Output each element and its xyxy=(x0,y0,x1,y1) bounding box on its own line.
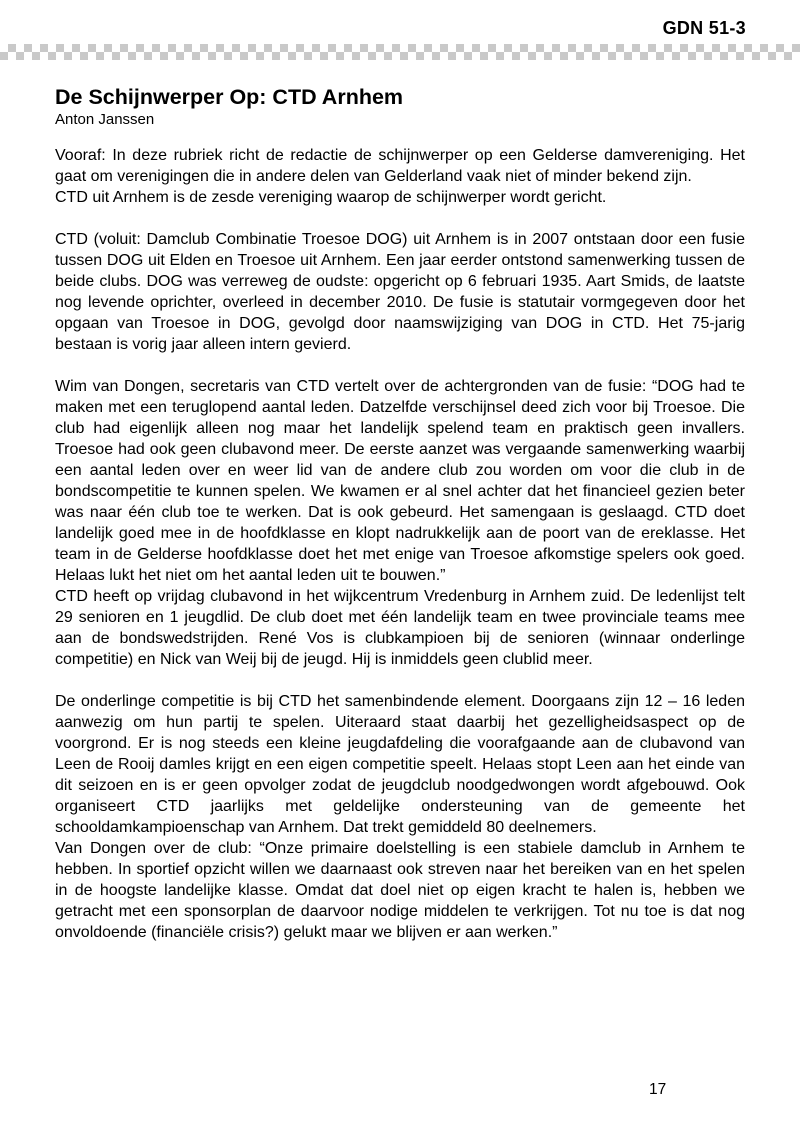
paragraph: Wim van Dongen, secretaris van CTD vertelt over de achtergronden van de fusie: “DOG had te maken met een teruglopend aantal leden. Datzelfde verschijnsel deed zich voor bij Troesoe. Die club had eigenlijk alleen nog maar het landelijk spelend team en praktisch geen invallers. Troesoe had ook geen clubavond meer. De eerste aanzet was vergaande samenwerking waarbij een aantal leden over en weer lid van de andere club zou worden om voor die club in de bondscompetitie te kunnen spelen. We kwamen er al snel achter dat het financieel gezien beter was naar één club toe te werken. Dat is ook gebeurd. Het samengaan is geslaagd. CTD doet landelijk goed mee in de hoofdklasse en klopt nadrukkelijk aan de poort van de ereklasse. Het team in de Gelderse hoofdklasse doet het met enige van Troesoe afkomstige spelers ook goed. Helaas lukt het niet om het aantal leden uit te bouwen.” xyxy=(55,378,745,584)
page-number: 17 xyxy=(649,1081,667,1098)
paragraph-group-history xyxy=(55,229,745,355)
paragraph: De onderlinge competitie is bij CTD het samenbindende element. Doorgaans zijn 12 – 16 leden aanwezig om hun partij te spelen. Uiteraard staat daarbij het gezelligheidsaspect op de voorgrond. Er is nog steeds een kleine jeugdafdeling die voorafgaande aan de clubavond van Leen de Rooij damles krijgt en een eigen competitie speelt. Helaas stopt Leen aan het einde van dit seizoen en is er geen opvolger zodat de jeugdclub noodgedwongen wordt afgebouwd. Ook organiseert CTD jaarlijks met geldelijke ondersteuning van de gemeente het schooldamkampioenschap van Arnhem. Dat trekt gemiddeld 80 deelnemers. xyxy=(55,693,745,836)
article-title: De Schijnwerper Op: CTD Arnhem xyxy=(55,85,404,109)
paragraph: CTD (voluit: Damclub Combinatie Troesoe DOG) uit Arnhem is in 2007 ontstaan door een fusie tussen DOG uit Elden en Troesoe uit Arnhem. Een jaar eerder ontstond samenwerking tussen de beide clubs. DOG was verreweg de oudste: opgericht op 6 februari 1935. Aart Smids, de laatste nog levende oprichter, overleed in december 2010. De fusie is statutair vormgegeven door het opgaan van Troesoe in DOG, gevolgd door naamswijziging van DOG in CTD. Het 75-jarig bestaan is vorig jaar alleen intern gevierd. xyxy=(55,231,745,353)
paragraph-group-interview xyxy=(55,376,745,670)
paragraph: Van Dongen over de club: “Onze primaire doelstelling is een stabiele damclub in Arnhem te hebben. In sportief opzicht willen we daarnaast ook streven naar het bereiken van en het spelen in de hoogste landelijke klasse. Omdat dat doel niet op eigen kracht te halen is, hebben we getracht met een sponsorplan de daarvoor nodige middelen te verkrijgen. Tot nu toe is dat nog onvoldoende (financiële crisis?) gelukt maar we blijven er aan werken.” xyxy=(55,840,745,941)
paragraph: Vooraf: In deze rubriek richt de redactie de schijnwerper op een Gelderse damvereniging. Het gaat om verenigingen die in andere delen van Gelderland vaak niet of minder bekend zijn. xyxy=(55,147,745,185)
paragraph-group-club-life xyxy=(55,691,745,943)
page-header xyxy=(663,18,746,39)
paragraph: CTD heeft op vrijdag clubavond in het wijkcentrum Vredenburg in Arnhem zuid. De ledenlijst telt 29 senioren en 1 jeugdlid. De club doet met één landelijk team en twee provinciale teams mee aan de bondswedstrijden. René Vos is clubkampioen bij de senioren (winnaar onderlinge competitie) en Nick van Weij bij de jeugd. Hij is inmiddels geen clublid meer. xyxy=(55,588,745,668)
paragraph-group-intro xyxy=(55,145,745,208)
article-author: Anton Janssen xyxy=(55,111,155,128)
page-footer xyxy=(649,1081,666,1099)
checker-band xyxy=(0,44,800,60)
paragraph: CTD uit Arnhem is de zesde vereniging waarop de schijnwerper wordt gericht. xyxy=(55,189,607,206)
issue-label: GDN 51-3 xyxy=(662,18,746,38)
article xyxy=(55,84,745,943)
